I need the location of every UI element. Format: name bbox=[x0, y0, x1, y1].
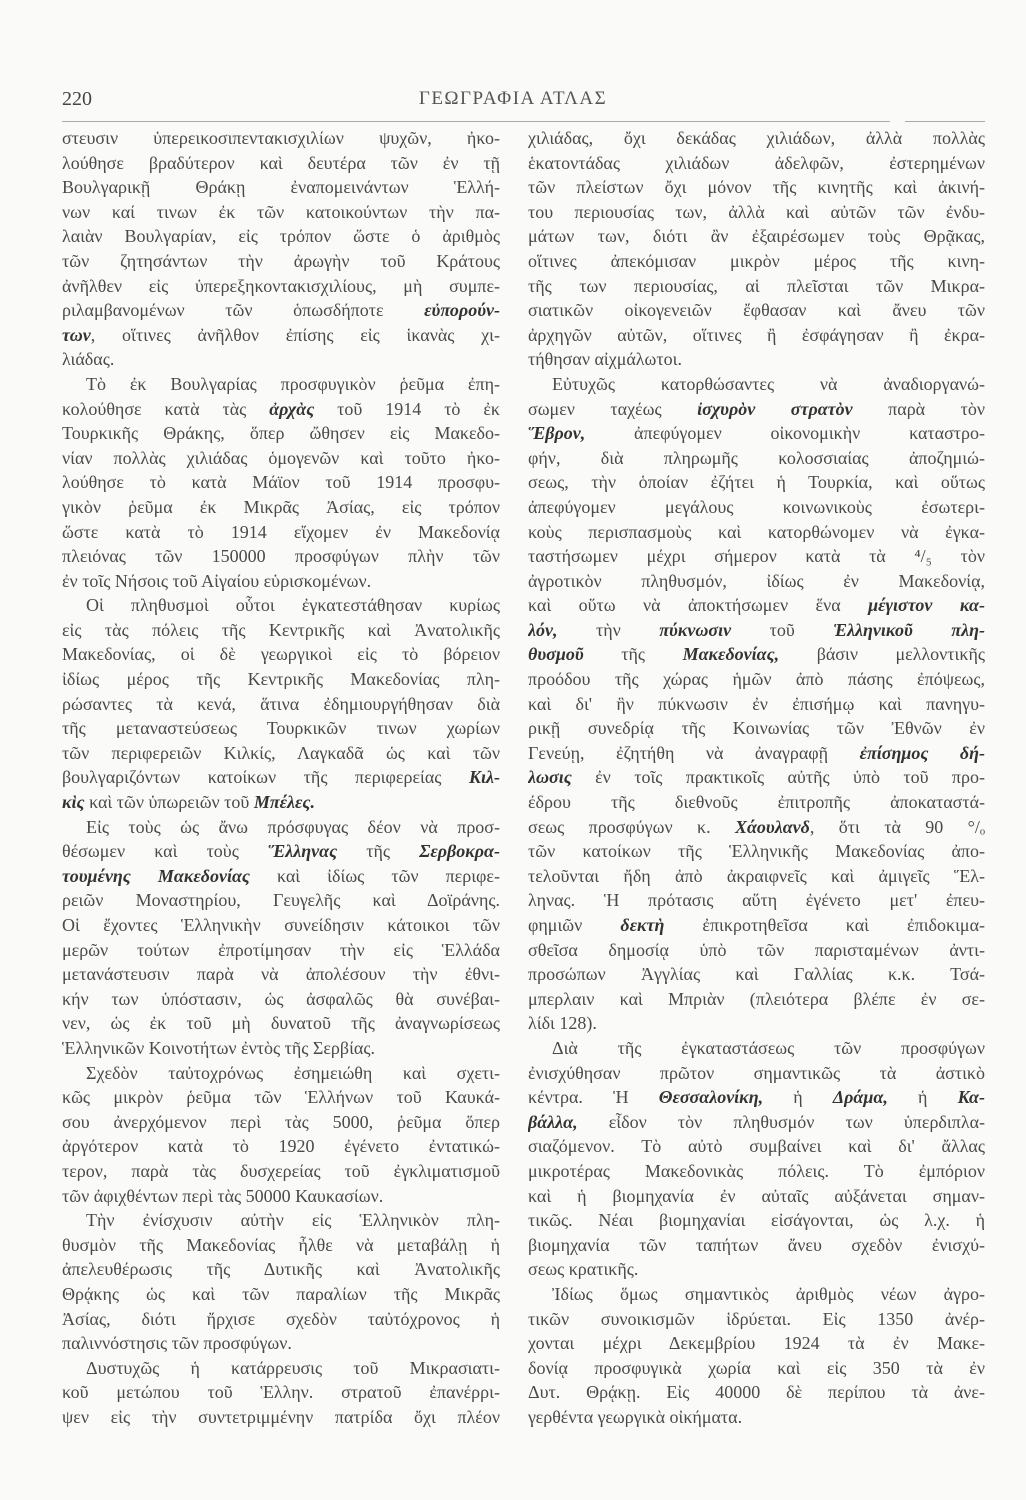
text-run: Ἑλληνικῶν Κοινοτήτων ἐντὸς τῆς Σερβίας. bbox=[62, 1037, 375, 1058]
text-run: τῶν ζητησάντων τὴν ἀρωγὴν τοῦ Κράτους bbox=[62, 250, 500, 271]
text-line bbox=[62, 1011, 500, 1036]
text-run: χονται μέχρι Δεκεμβρίου 1924 τὰ ἐν Μακε- bbox=[528, 1333, 985, 1354]
paragraph bbox=[528, 1282, 985, 1430]
text-run: τῆς bbox=[337, 841, 420, 862]
text-run: Θρᾴκης ὡς καὶ τῶν παραλίων τῆς Μικρᾶς bbox=[62, 1283, 500, 1304]
text-line bbox=[528, 298, 985, 323]
text-line bbox=[528, 1380, 985, 1405]
text-line bbox=[62, 987, 500, 1012]
text-run: σιατικῶν οἰκογενειῶν ἔφθασαν καὶ ἄνευ τῶν bbox=[528, 300, 985, 321]
text-run: Ἀσίας, διότι ἤρχισε σχεδὸν ταὐτόχρονος ἡ bbox=[62, 1308, 500, 1329]
text-line bbox=[62, 667, 500, 692]
text-line bbox=[62, 741, 500, 766]
text-run: σθεῖσα δημοσίᾳ ὑπὸ τῶν παρισταμένων ἀντι- bbox=[528, 939, 985, 960]
emphasis-text: ἐπίσημος δή- bbox=[859, 742, 985, 763]
text-line bbox=[528, 790, 985, 815]
paragraph bbox=[528, 126, 985, 372]
text-run: καὶ τῶν ὑπωρειῶν τοῦ bbox=[84, 792, 254, 813]
emphasis-text: Κιλ- bbox=[469, 767, 500, 788]
text-run: κέντρα. Ἡ bbox=[528, 1087, 659, 1108]
text-line bbox=[62, 323, 500, 348]
text-line bbox=[62, 815, 500, 840]
text-run: φήν, διὰ πληρωμῆς κολοσσιαίας ἀποζημιώ- bbox=[528, 447, 985, 468]
emphasis-text: Χάουλανδ bbox=[734, 816, 810, 837]
text-line bbox=[62, 249, 500, 274]
text-line bbox=[62, 1110, 500, 1135]
text-line bbox=[528, 1208, 985, 1233]
emphasis-text: εὐπορούν- bbox=[424, 300, 500, 321]
paragraph bbox=[62, 593, 500, 814]
text-line bbox=[528, 765, 985, 790]
emphasis-text: των bbox=[62, 324, 91, 345]
text-run: ἐπικροτηθεῖσα καὶ ἐπιδοκιμα- bbox=[664, 915, 985, 935]
text-run: ὥστε κατὰ τὸ 1914 εἴχομεν ἐν Μακεδονίᾳ bbox=[62, 521, 500, 542]
text-line bbox=[62, 864, 500, 889]
text-line bbox=[62, 1061, 500, 1086]
text-line bbox=[62, 1257, 500, 1282]
text-line bbox=[62, 790, 500, 815]
text-line bbox=[528, 126, 985, 151]
text-line bbox=[62, 716, 500, 741]
text-run: τικῶς. Νέαι βιομηχανίαι εἰσάγονται, ὡς λ.χ. ἡ bbox=[528, 1210, 985, 1231]
text-line bbox=[528, 323, 985, 348]
emphasis-text: δεκτὴ bbox=[620, 915, 665, 935]
text-run: προόδου τῆς χώρας ἡμῶν ἀπὸ πάσης ἐπόψεως, bbox=[528, 669, 985, 690]
text-run: Σχεδὸν ταὐτοχρόνως ἐσημειώθη καὶ σχετι- bbox=[86, 1062, 500, 1083]
emphasis-text: Ἕβρον, bbox=[528, 423, 586, 444]
text-line bbox=[62, 1036, 500, 1061]
text-line bbox=[62, 1184, 500, 1209]
text-line bbox=[528, 962, 985, 987]
text-run: Οἱ πληθυσμοὶ οὗτοι ἐγκατεστάθησαν κυρίως bbox=[86, 595, 500, 616]
text-run: κολούθησε κατὰ τὰς bbox=[62, 398, 270, 419]
text-line bbox=[62, 274, 500, 299]
text-line bbox=[62, 765, 500, 790]
text-run: στευσιν ὑπερεικοσιπεντακισχιλίων ψυχῶν, ἠκο- bbox=[62, 128, 500, 148]
text-line bbox=[62, 347, 500, 372]
text-run: κήν των ὑπόστασιν, ὡς ἀσφαλῶς θὰ συνέβαι- bbox=[62, 988, 500, 1009]
header-rule bbox=[905, 121, 985, 122]
text-line bbox=[528, 888, 985, 913]
text-run: ληνας. Ἡ πρότασις αὕτη ἐγένετο μετ' ἐπευ- bbox=[528, 890, 985, 911]
text-line bbox=[528, 1331, 985, 1356]
text-line bbox=[528, 1184, 985, 1209]
text-line bbox=[528, 520, 985, 545]
text-run: ἑκατοντάδας χιλιάδων ἀδελφῶν, ἐστερημένων bbox=[528, 152, 985, 173]
text-line bbox=[62, 1282, 500, 1307]
text-run: γικὸν ῥεῦμα ἐκ Μικρᾶς Ἀσίας, εἰς τρόπον bbox=[62, 496, 500, 517]
text-run: Βουλγαρικῇ Θράκῃ ἐναπομεινάντων Ἑλλή- bbox=[62, 177, 500, 198]
text-line bbox=[62, 1380, 500, 1405]
paragraph bbox=[62, 1208, 500, 1356]
running-title: ΓΕΩΓΡΑΦΙΑ ΑΤΛΑΣ bbox=[418, 88, 608, 109]
text-run: οἵτινες ἀπεκόμισαν μικρὸν μέρος τῆς κινη- bbox=[528, 250, 985, 271]
text-run: λούθησε τὸ κατὰ Μάϊον τοῦ 1914 προσφυ- bbox=[62, 472, 500, 493]
emphasis-text: Δράμα, bbox=[832, 1087, 888, 1108]
emphasis-text: Μακεδονίας, bbox=[682, 644, 780, 665]
text-run: τοῦ bbox=[731, 619, 834, 640]
text-run: βιομηχανία τῶν ταπήτων ἄνευ σχεδὸν ἐνισχύ- bbox=[528, 1234, 985, 1255]
text-run: φημιῶν bbox=[528, 915, 621, 935]
text-run: μικροτέρας Μακεδονικὰς πόλεις. Τὸ ἐμπόριον bbox=[528, 1160, 985, 1181]
text-run: ρικῇ συνεδρίᾳ τῆς Κοινωνίας τῶν Ἐθνῶν ἐν bbox=[528, 718, 985, 739]
paragraph bbox=[528, 1036, 985, 1282]
text-run: Γενεύῃ, ἐζητήθη νὰ ἀναγραφῇ bbox=[528, 742, 860, 763]
text-run: ἀπεφύγομεν οἰκονομικὴν καταστρο- bbox=[585, 423, 985, 444]
paragraph bbox=[62, 815, 500, 1061]
text-run: σεως, τὴν ὁποίαν ἐζήτει ἡ Τουρκία, καὶ οὕτως bbox=[528, 472, 985, 493]
text-line bbox=[62, 151, 500, 176]
paragraph bbox=[528, 372, 985, 1036]
emphasis-text: Ἑλληνικοῦ πλη- bbox=[833, 619, 985, 640]
emphasis-text: Κα- bbox=[957, 1087, 985, 1108]
text-line bbox=[62, 200, 500, 225]
emphasis-text: κὶς bbox=[62, 792, 85, 813]
text-run: ρειῶν Μοναστηρίου, Γευγελῆς καὶ Δοϊράνης. bbox=[62, 890, 500, 911]
text-run: μετανάστευσιν παρὰ νὰ ἀπολέσουν τὴν ἐθνι- bbox=[62, 964, 500, 985]
text-run: ἀρχηγῶν αὐτῶν, οἵτινες ἢ ἐσφάγησαν ἢ ἐκρα- bbox=[528, 324, 985, 345]
text-run: βουλγαριζόντων κατοίκων τῆς περιφερείας bbox=[62, 767, 469, 788]
text-line bbox=[528, 569, 985, 594]
text-line bbox=[62, 913, 500, 938]
text-run: Δυτ. Θρᾴκῃ. Εἰς 40000 δὲ περίπου τὰ ἀνε- bbox=[528, 1382, 985, 1403]
text-run: ἀπεφύγομεν μεγάλους κοινωνικοὺς ἐσωτερι- bbox=[528, 496, 985, 517]
header-rule bbox=[62, 121, 890, 122]
text-line bbox=[528, 495, 985, 520]
text-run: Τὸ ἐκ Βουλγαρίας προσφυγικὸν ῥεῦμα ἐπη- bbox=[86, 373, 500, 394]
text-line bbox=[528, 1159, 985, 1184]
text-run: ρώσαντες τὰ κενά, ἅτινα ἐδημιουργήθησαν διὰ bbox=[62, 693, 500, 714]
emphasis-text: βάλλα, bbox=[528, 1111, 578, 1132]
text-line bbox=[62, 421, 500, 446]
text-line bbox=[62, 126, 500, 151]
text-run: καὶ δι' ἣν πύκνωσιν ἐν ἐπισήμῳ καὶ πανηγυ- bbox=[528, 693, 985, 714]
text-run: ἡ bbox=[763, 1087, 833, 1108]
text-line bbox=[528, 864, 985, 889]
text-run: χιλιάδας, ὄχι δεκάδας χιλιάδων, ἀλλὰ πολλὰς bbox=[528, 128, 985, 148]
text-run: ἐν τοῖς πρακτικοῖς αὐτῆς ὑπὸ τοῦ προ- bbox=[571, 767, 985, 788]
text-line bbox=[62, 446, 500, 471]
paragraph bbox=[62, 1061, 500, 1209]
text-run: ἀνῆλθεν εἰς ὑπερεξηκοντακισχιλίους, μὴ συμπε- bbox=[62, 275, 500, 296]
emphasis-text: Θεσσαλονίκη, bbox=[658, 1087, 764, 1108]
text-run: Δυστυχῶς ἡ κατάρρευσις τοῦ Μικρασιατι- bbox=[86, 1357, 500, 1378]
emphasis-text: ἰσχυρὸν στρατὸν bbox=[697, 398, 853, 419]
text-run: ἀγροτικὸν πληθυσμόν, ἰδίως ἐν Μακεδονίᾳ, bbox=[528, 570, 985, 591]
text-line bbox=[528, 372, 985, 397]
text-run: λαιὰν Βουλγαρίαν, εἰς τρόπον ὥστε ὁ ἀριθμὸς bbox=[62, 226, 500, 247]
text-line bbox=[62, 1233, 500, 1258]
text-line bbox=[528, 446, 985, 471]
text-run: πλειόνας τῶν 150000 προσφύγων πλὴν τῶν bbox=[62, 546, 500, 567]
text-line bbox=[62, 593, 500, 618]
text-line bbox=[62, 1307, 500, 1332]
text-line bbox=[62, 397, 500, 422]
text-line bbox=[62, 692, 500, 717]
text-run: ψεν εἰς τὴν συντετριμμένην πατρίδα ὄχι πλέον bbox=[62, 1406, 500, 1427]
text-run: τοῦ 1914 τὸ ἐκ bbox=[314, 398, 500, 419]
text-line bbox=[528, 1257, 985, 1282]
text-line bbox=[62, 224, 500, 249]
text-line bbox=[528, 347, 985, 372]
text-run: τῶν κατοίκων τῆς Ἑλληνικῆς Μακεδονίας ἀπο- bbox=[528, 841, 985, 862]
text-line bbox=[528, 1356, 985, 1381]
text-run: θυσμὸν τῆς Μακεδονίας ἦλθε νὰ μεταβάλῃ ἡ bbox=[62, 1234, 500, 1255]
emphasis-text: λόν, bbox=[528, 619, 558, 640]
text-line bbox=[62, 1085, 500, 1110]
text-line bbox=[528, 1233, 985, 1258]
text-line bbox=[62, 495, 500, 520]
text-run: κῶς μικρὸν ῥεῦμα τῶν Ἑλλήνων τοῦ Καυκά- bbox=[62, 1087, 500, 1108]
text-run: μπερλαιν καὶ Μπριὰν (πλειότερα βλέπε ἐν σε- bbox=[528, 988, 985, 1009]
text-run: θέσωμεν καὶ τοὺς bbox=[62, 841, 269, 862]
text-line bbox=[528, 421, 985, 446]
text-run: τῆς bbox=[583, 644, 683, 665]
text-line bbox=[62, 642, 500, 667]
text-run: λίδι 128). bbox=[528, 1013, 597, 1034]
text-run: μάτων των, διότι ἂν ἐξαιρέσωμεν τοὺς Θρᾷκας, bbox=[528, 226, 985, 247]
paragraph bbox=[62, 372, 500, 593]
paragraph bbox=[62, 126, 500, 372]
text-line bbox=[528, 692, 985, 717]
text-line bbox=[62, 470, 500, 495]
text-run: παλιννόστησις τῶν προσφύγων. bbox=[62, 1333, 292, 1354]
text-run: τερον, παρὰ τὰς δυσχερείας τοῦ ἐγκλιματισμοῦ bbox=[62, 1160, 500, 1181]
text-run: δονίᾳ προσφυγικὰ χωρία καὶ εἰς 350 τὰ ἐν bbox=[528, 1357, 985, 1378]
text-line bbox=[62, 1405, 500, 1430]
text-run: Τὴν ἐνίσχυσιν αὐτὴν εἰς Ἑλληνικὸν πλη- bbox=[86, 1210, 500, 1231]
text-line bbox=[62, 372, 500, 397]
text-line bbox=[528, 618, 985, 643]
text-run: γερθέντα γεωργικὰ οἰκήματα. bbox=[528, 1406, 743, 1427]
text-run: κοῦ μετώπου τοῦ Ἑλλην. στρατοῦ ἐπανέρρι- bbox=[62, 1382, 500, 1403]
text-line bbox=[528, 741, 985, 766]
text-line bbox=[62, 544, 500, 569]
text-run: σεως κρατικῆς. bbox=[528, 1259, 639, 1280]
emphasis-text: ἀρχὰς bbox=[269, 398, 315, 419]
text-run: καὶ ἡ βιομηχανία ἐν αὐταῖς αὐξάνεται σημαν- bbox=[528, 1185, 985, 1206]
emphasis-text: λωσις bbox=[528, 767, 572, 788]
text-run: ἐν τοῖς Νήσοις τοῦ Αἰγαίου εὑρισκομένων. bbox=[62, 570, 372, 591]
text-run: μερῶν τούτων ἐπροτίμησαν τὴν εἰς Ἑλλάδα bbox=[62, 939, 500, 960]
text-line bbox=[528, 1307, 985, 1332]
text-run: τῆς των περιουσίας, αἱ πλεῖσται τῶν Μικρα- bbox=[528, 275, 985, 296]
text-line bbox=[62, 618, 500, 643]
text-run: Οἱ ἔχοντες Ἑλληνικὴν συνείδησιν κάτοικοι τῶν bbox=[62, 915, 500, 935]
text-run: λιάδας. bbox=[62, 349, 115, 370]
text-line bbox=[528, 1085, 985, 1110]
text-run: Μακεδονίας, οἱ δὲ γεωργικοὶ εἰς τὸ βόρειον bbox=[62, 644, 500, 665]
text-run: , οἵτινες ἀνῆλθον ἐπίσης εἰς ἱκανὰς χι- bbox=[90, 324, 500, 345]
text-run: καὶ ἰδίως τῶν περιφε- bbox=[249, 865, 500, 886]
text-line bbox=[62, 1159, 500, 1184]
text-line bbox=[528, 470, 985, 495]
text-run: ἰδίως μέρος τῆς Κεντρικῆς Μακεδονίας πλη- bbox=[62, 669, 500, 690]
emphasis-text: Μπέλες. bbox=[253, 792, 315, 813]
text-line bbox=[528, 1036, 985, 1061]
emphasis-text: θυσμοῦ bbox=[528, 644, 584, 665]
text-run: τικῶν συνοικισμῶν ἱδρύεται. Εἰς 1350 ἀνέρ- bbox=[528, 1308, 985, 1329]
text-run: σεως προσφύγων κ. bbox=[528, 816, 735, 837]
text-run: παρὰ τὸν bbox=[852, 398, 985, 419]
text-run: τήθησαν αἰχμάλωτοι. bbox=[528, 349, 682, 370]
text-line bbox=[62, 298, 500, 323]
text-line bbox=[528, 1110, 985, 1135]
emphasis-text: τουμένης Μακεδονίας bbox=[62, 865, 250, 886]
text-run: ἡ bbox=[887, 1087, 958, 1108]
text-line bbox=[528, 249, 985, 274]
text-line bbox=[528, 1405, 985, 1430]
text-line bbox=[528, 839, 985, 864]
text-line bbox=[62, 1331, 500, 1356]
text-line bbox=[528, 200, 985, 225]
text-run: τῶν περιφερειῶν Κιλκίς, Λαγκαδᾶ ὡς καὶ τῶν bbox=[62, 742, 500, 763]
text-run: εἶδον τὸν πληθυσμόν των ὑπερδιπλα- bbox=[577, 1111, 985, 1132]
text-run: τὴν bbox=[557, 619, 660, 640]
emphasis-text: πύκνωσιν bbox=[659, 619, 732, 640]
text-line bbox=[62, 569, 500, 594]
text-run: Ἰδίως ὅμως σημαντικὸς ἀριθμὸς νέων ἀγρο- bbox=[552, 1283, 985, 1304]
text-run: Εἰς τοὺς ὡς ἄνω πρόσφυγας δέον νὰ προσ- bbox=[86, 816, 500, 837]
text-line bbox=[528, 938, 985, 963]
text-column-left bbox=[62, 126, 500, 1429]
text-line bbox=[528, 151, 985, 176]
text-line bbox=[62, 839, 500, 864]
text-line bbox=[528, 987, 985, 1012]
text-run: νίαν πολλὰς χιλιάδας ὁμογενῶν καὶ τοῦτο ἠκο- bbox=[62, 447, 500, 468]
text-run: Εὐτυχῶς κατορθώσαντες νὰ ἀναδιοργανώ- bbox=[552, 373, 985, 394]
text-run: καὶ οὕτω νὰ ἀποκτήσωμεν ἕνα bbox=[528, 595, 869, 616]
text-line bbox=[528, 593, 985, 618]
emphasis-text: Ἕλληνας bbox=[268, 841, 338, 862]
text-line bbox=[528, 716, 985, 741]
text-run: Τουρκικῆς Θράκης, ὅπερ ὤθησεν εἰς Μακεδο- bbox=[62, 423, 500, 444]
text-run: έδρου τῆς διεθνοῦς ἐπιτροπῆς ἀποκαταστά- bbox=[528, 792, 985, 813]
text-line bbox=[528, 175, 985, 200]
paragraph bbox=[62, 1356, 500, 1430]
text-line bbox=[62, 1134, 500, 1159]
text-run: εἰς τὰς πόλεις τῆς Κεντρικῆς καὶ Ἀνατολικῆς bbox=[62, 619, 500, 640]
text-run: του περιουσίας των, ἀλλὰ καὶ αὐτῶν τῶν ἐνδυ- bbox=[528, 201, 985, 222]
text-run: ἀργότερον κατὰ τὸ 1920 ἐγένετο ἐντατικώ- bbox=[62, 1136, 500, 1157]
text-line bbox=[62, 1356, 500, 1381]
page-number: 220 bbox=[62, 88, 92, 110]
text-line bbox=[62, 938, 500, 963]
text-run: ταστήσωμεν μέχρι σήμερον κατὰ τὰ ⁴/₅ τὸν bbox=[528, 546, 985, 567]
text-run: ἀπελευθέρωσις τῆς Δυτικῆς καὶ Ἀνατολικῆς bbox=[62, 1259, 500, 1280]
text-line bbox=[62, 175, 500, 200]
text-run: τῶν ἀφιχθέντων περὶ τὰς 50000 Καυκασίων. bbox=[62, 1185, 384, 1206]
text-line bbox=[528, 667, 985, 692]
text-line bbox=[62, 1208, 500, 1233]
text-line bbox=[528, 1134, 985, 1159]
text-run: ἐνισχύθησαν πρῶτον σημαντικῶς τὰ ἀστικὸ bbox=[528, 1062, 985, 1083]
text-line bbox=[528, 544, 985, 569]
text-run: νων καί τινων ἐκ τῶν κατοικούντων τὴν πα- bbox=[62, 201, 500, 222]
text-line bbox=[62, 888, 500, 913]
emphasis-text: Σερβοκρα- bbox=[419, 841, 500, 862]
text-line bbox=[528, 1282, 985, 1307]
text-run: τελοῦνται ἤδη ἀπὸ ἀκραιφνεῖς καὶ ἀμιγεῖς Ἕλ- bbox=[528, 865, 985, 886]
text-run: βάσιν μελλοντικῆς bbox=[779, 644, 985, 665]
text-line bbox=[528, 274, 985, 299]
text-run: Διὰ τῆς ἐγκαταστάσεως τῶν προσφύγων bbox=[552, 1037, 985, 1058]
text-line bbox=[528, 642, 985, 667]
text-line bbox=[528, 397, 985, 422]
text-line bbox=[62, 520, 500, 545]
text-line bbox=[528, 815, 985, 840]
text-line bbox=[62, 962, 500, 987]
text-line bbox=[528, 1011, 985, 1036]
text-column-right bbox=[528, 126, 985, 1429]
text-run: , ὅτι τὰ 90 °/ₒ bbox=[809, 816, 985, 837]
text-run: νεν, ὡς ἐκ τοῦ μὴ δυνατοῦ τῆς ἀναγνωρίσεως bbox=[62, 1013, 500, 1034]
text-run: τῶν πλείστων ὄχι μόνον τῆς κινητῆς καὶ ἀκινή- bbox=[528, 177, 985, 198]
text-line bbox=[528, 224, 985, 249]
emphasis-text: μέγιστον κα- bbox=[868, 595, 985, 616]
text-run: σωμεν ταχέως bbox=[528, 398, 698, 419]
text-run: κοὺς περισπασμοὺς καὶ κατορθώνομεν νὰ ἐγκα- bbox=[528, 521, 985, 542]
text-run: λούθησε βραδύτερον καὶ δευτέρα τῶν ἐν τῇ bbox=[62, 152, 500, 173]
text-run: σου ἀνερχόμενον περὶ τὰς 5000, ῥεῦμα ὅπερ bbox=[62, 1111, 500, 1132]
text-run: τῆς μεταναστεύσεως Τουρκικῶν τινων χωρίων bbox=[62, 718, 500, 739]
text-run: ριλαμβανομένων τῶν ὁπωσδήποτε bbox=[62, 300, 425, 321]
text-line bbox=[528, 913, 985, 938]
text-run: προσώπων Ἀγγλίας καὶ Γαλλίας κ.κ. Τσά- bbox=[528, 964, 985, 985]
text-run: σιαζόμενον. Τὸ αὐτὸ συμβαίνει καὶ δι' ἄλλας bbox=[528, 1136, 985, 1157]
text-line bbox=[528, 1061, 985, 1086]
